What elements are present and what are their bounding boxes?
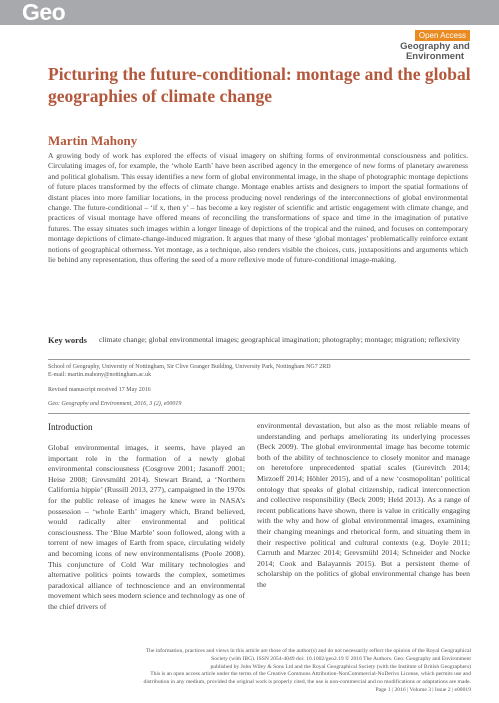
affiliation: School of Geography, University of Nottingham, Sir Clive Granger Building, University Park, Nottingham NG7 2RD: [48, 364, 331, 370]
footer-line: distribution in any medium, provided the original work is properly cited, the use is non-commercial and no modifications or adaptations are made.: [143, 679, 471, 686]
keywords: climate change; global environmental images; geographical imagination; photography; montage; migration; reflexivity: [99, 335, 461, 344]
footer-line: This is an open access article under the terms of the Creative Commons Attribution-NonCommercial-NoDerivs License, which permits use and: [150, 671, 471, 678]
author-email: E-mail: martin.mahony@nottingham.ac.uk: [48, 372, 152, 378]
citation-text: Geo: Geography and Environment, 2016, 3 (2), e00019: [48, 401, 182, 407]
journal-header-bar: [0, 0, 499, 25]
footer-line: Society (with IBG). ISSN 2054-4049 doi: 10.1002/geo2.19 © 2016 The Authors. Geo: Geography and Environment: [211, 655, 471, 662]
footer-notice: [31, 648, 471, 695]
footer-line: published by John Wiley & Sons Ltd and the Royal Geographical Society (with the Institute of British Geographers): [210, 663, 471, 670]
section-heading: Introduction: [48, 422, 93, 432]
journal-name-line2: Environment: [405, 51, 465, 62]
journal-name: [385, 42, 485, 62]
journal-name-line1: Geography and: [400, 41, 470, 52]
body-column-right: environmental devastation, but also as the most reliable means of understanding and perhaps ameliorating its underlying processes (Beck 2009). The global environmental image has become totemic both of the ability of technoscience to closely monitor and manage on heretofore unprecedented spatial scales (Gurevitch 2014; Mirzoeff 2014; Höhler 2015), and of a new ‘cosmopolitan’ political ontology that speaks of global citizenship, radical interconnection and collective responsibility (Beck 2009; Held 2013). As a range of recent publications have shown, there is value in critically engaging with the why and how of global environmental images, examining their changing meanings and rhetorical form, and situating them in their respective political and cultural contexts (e.g. Doyle 2011; Carruth and Marzec 2014; Grevsmühl 2014; Schneider and Nocke 2014; Cook and Balayannis 2015). But a persistent theme of scholarship on the politics of global environmental change has been the: [257, 421, 470, 589]
article-title: Picturing the future-conditional: montage and the global geographies of climate change: [48, 64, 471, 106]
open-access-badge: Open Access: [415, 30, 470, 41]
divider: [48, 413, 470, 414]
journal-logo: Geo: [22, 0, 66, 25]
page-info: Page 1 | 2016 | Volume 3 | Issue 2 | e00019: [375, 686, 471, 693]
footer-line: The information, practices and views in this article are those of the author(s) and do not necessarily reflect the opinion of the Royal Geographical: [145, 648, 471, 654]
abstract: A growing body of work has explored the effects of visual imagery on shifting forms of environmental consciousness and politics. Circulating images of, for example, the ‘whole Earth’ have been ascribed agency in the emergence of new forms of planetary awareness and political globalism. This essay identifies a new form of global environmental image, in the shape of photographic montage depictions of future places transformed by the effects of climate change. Montage enables artists and designers to import the spatial formations of distant places into more familiar locations, in the process producing novel renderings of the interconnections of global environmental change. The future-conditional – ‘if x, then y’ – has become a key register of scientific and artistic engagement with climate change, and practices of visual montage have offered means of reconciling the transformations of space and time in the imagination of putative futures. The essay situates such images within a longer lineage of depictions of the tropical and the ruined, and focuses on contemporary montage depictions of climate-change-induced migration. It argues that many of these ‘global montages’ problematically reinforce extant notions of geographical otherness. Yet montage, as a technique, also renders visible the choices, cuts, juxtapositions and arguments which lie behind any representation, thus offering the seed of a more reflexive mode of future-conditional image-making.: [48, 151, 468, 265]
citation: [48, 400, 181, 408]
keywords-label: Key words: [48, 335, 87, 345]
article-author: Martin Mahony: [48, 133, 138, 148]
received-date: Revised manuscript received 17 May 2016: [48, 387, 151, 393]
body-column-left: Global environmental images, it seems, have played an important role in the formation of a newly global environmental consciousness (Cosgrove 2001; Jasanoff 2001; Heise 2008; Grevsmühl 2014). Stewart Brand, a ‘Northern California hippie’ (Russill 2013, 277), campaigned in the 1970s for the public release of images he knew were in NASA’s possession – ‘whole Earth’ imagery which, Brand believed, would radically alter environmental and political consciousness. The ‘Blue Marble’ soon followed, along with a torrent of new images of Earth from space, circulating widely and becoming icons of new environmentalisms (Poole 2008). This conjuncture of Cold War military technologies and alternative politics points towards the complex, sometimes paradoxical alliance of technoscience and an environmental movement which sees modern science and technology as one of the chief drivers of: [48, 443, 245, 611]
divider: [48, 359, 470, 360]
